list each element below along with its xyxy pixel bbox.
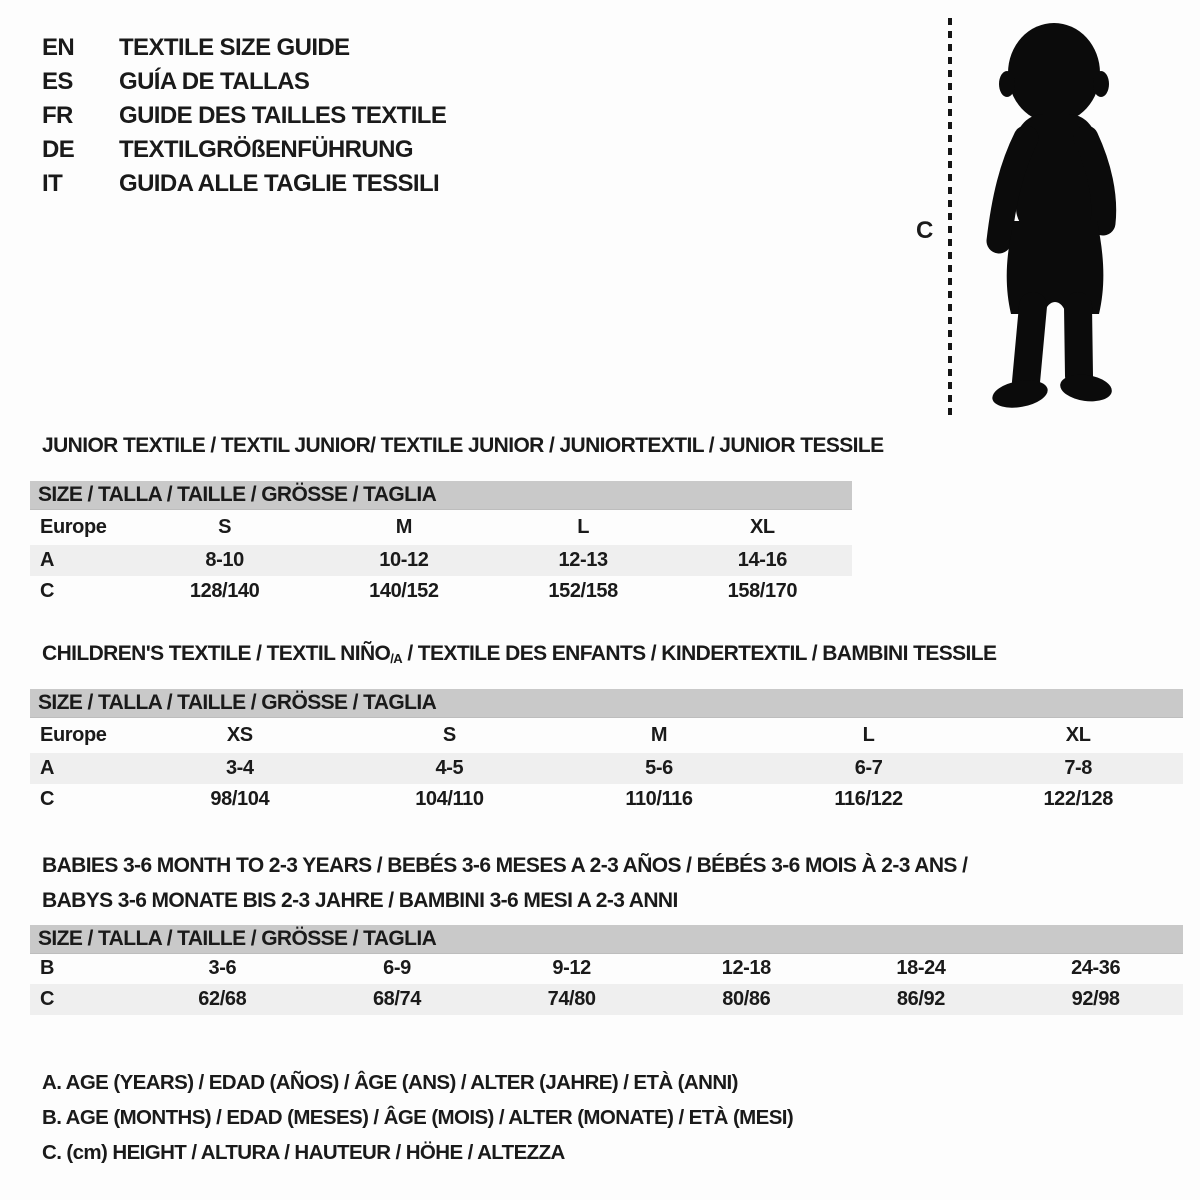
language-label: GUIDA ALLE TAGLIE TESSILI [119, 170, 440, 197]
table-row-months [30, 953, 1183, 984]
language-code: EN [42, 34, 75, 61]
row-label: C [40, 788, 55, 810]
height-measure-label: C [916, 217, 934, 244]
size-value: 80/86 [722, 988, 771, 1010]
language-row-de [42, 133, 446, 167]
junior-size-table [30, 481, 852, 607]
size-table-header: SIZE / TALLA / TAILLE / GRÖSSE / TAGLIA [30, 689, 1183, 717]
size-value: XS [226, 723, 253, 746]
size-value: 68/74 [372, 988, 422, 1010]
size-value: XL [749, 515, 775, 538]
language-code: ES [42, 68, 73, 95]
size-value: 6-7 [854, 757, 883, 779]
children-size-table [30, 689, 1183, 815]
size-value: M [650, 723, 668, 746]
legend-age-years: A. AGE (YEARS) / EDAD (AÑOS) / ÂGE (ANS) / ALTER (JAHRE) / ETÀ (ANNI) [42, 1071, 738, 1094]
table-row-height [30, 784, 1183, 815]
language-label: GUÍA DE TALLAS [119, 68, 310, 95]
toddler-silhouette-icon [966, 16, 1138, 416]
size-value: 104/110 [415, 788, 484, 810]
row-label: B [40, 957, 55, 980]
babies-section-title [42, 848, 967, 918]
children-title-text: CHILDREN'S TEXTILE / TEXTIL NIÑO [42, 642, 391, 665]
babies-title-line2: BABYS 3-6 MONATE BIS 2-3 JAHRE / BAMBINI 3-6 MESI A 2-3 ANNI [42, 889, 678, 912]
language-row-es [42, 65, 446, 99]
size-value: 12-18 [721, 957, 771, 980]
row-label: A [40, 549, 55, 571]
language-code: FR [42, 102, 73, 129]
size-value: 6-9 [383, 957, 411, 980]
row-label: A [40, 757, 55, 779]
size-value: 24-36 [1071, 957, 1121, 980]
table-header-row [30, 689, 1183, 717]
size-value: 98/104 [210, 788, 270, 810]
size-value: 3-4 [225, 757, 254, 779]
table-row-height [30, 984, 1183, 1015]
size-value: 18-24 [896, 957, 946, 980]
legend-age-months: B. AGE (MONTHS) / EDAD (MESES) / ÂGE (MOIS) / ALTER (MONATE) / ETÀ (MESI) [42, 1106, 794, 1129]
size-value: XL [1065, 723, 1091, 746]
language-list [42, 31, 446, 201]
junior-section-title: JUNIOR TEXTILE / TEXTIL JUNIOR/ TEXTILE JUNIOR / JUNIORTEXTIL / JUNIOR TESSILE [42, 434, 884, 457]
size-value: 110/116 [625, 788, 693, 810]
language-row-en [42, 31, 446, 65]
table-header-row [30, 481, 852, 509]
size-table-header: SIZE / TALLA / TAILLE / GRÖSSE / TAGLIA [30, 481, 852, 509]
size-value: 14-16 [737, 549, 787, 571]
size-value: 116/122 [834, 788, 903, 810]
children-title-subscript: /A [390, 651, 403, 666]
children-title-text: / TEXTILE DES ENFANTS / KINDERTEXTIL / BAMBINI TESSILE [402, 642, 997, 665]
size-value: 86/92 [896, 988, 945, 1010]
size-value: 140/152 [369, 580, 439, 602]
size-value: M [395, 515, 412, 538]
table-row-age [30, 753, 1183, 784]
language-label: GUIDE DES TAILLES TEXTILE [119, 102, 447, 129]
language-label: TEXTILGRÖßENFÜHRUNG [119, 136, 413, 163]
size-value: 3-6 [208, 957, 237, 980]
children-section-title [42, 642, 996, 666]
row-label: C [40, 580, 55, 602]
language-row-fr [42, 99, 446, 133]
table-row-europe [30, 509, 852, 545]
size-value: 7-8 [1064, 757, 1093, 779]
table-row-age [30, 545, 852, 576]
size-value: 8-10 [205, 549, 244, 571]
size-value: 74/80 [547, 988, 596, 1010]
size-value: S [442, 723, 456, 746]
size-value: 128/140 [189, 580, 260, 602]
height-measure-dashed-line [948, 18, 952, 416]
size-value: S [218, 515, 232, 538]
size-value: 122/128 [1043, 788, 1113, 810]
babies-size-table [30, 925, 1183, 1015]
size-table-header: SIZE / TALLA / TAILLE / GRÖSSE / TAGLIA [30, 925, 1183, 953]
row-label: Europe [40, 723, 107, 746]
size-value: 62/68 [198, 988, 247, 1010]
size-value: 92/98 [1071, 988, 1120, 1010]
size-value: 4-5 [435, 757, 464, 779]
table-row-europe [30, 717, 1183, 753]
language-label: TEXTILE SIZE GUIDE [119, 34, 350, 61]
size-value: L [577, 515, 590, 538]
language-code: DE [42, 136, 75, 163]
legend-height-cm: C. (cm) HEIGHT / ALTURA / HAUTEUR / HÖHE / ALTEZZA [42, 1141, 565, 1164]
size-value: 5-6 [645, 757, 673, 779]
size-value: L [862, 723, 875, 746]
size-value: 10-12 [379, 549, 429, 571]
size-value: 152/158 [548, 580, 618, 602]
table-row-height [30, 576, 852, 607]
size-value: 12-13 [558, 549, 608, 571]
table-header-row [30, 925, 1183, 953]
size-value: 9-12 [552, 957, 591, 980]
language-code: IT [42, 170, 63, 197]
row-label: C [40, 988, 55, 1010]
size-value: 158/170 [727, 580, 798, 602]
row-label: Europe [40, 515, 107, 538]
language-row-it [42, 167, 446, 201]
babies-title-line1: BABIES 3-6 MONTH TO 2-3 YEARS / BEBÉS 3-6 MESES A 2-3 AÑOS / BÉBÉS 3-6 MOIS À 2-3 ANS / [42, 854, 968, 877]
